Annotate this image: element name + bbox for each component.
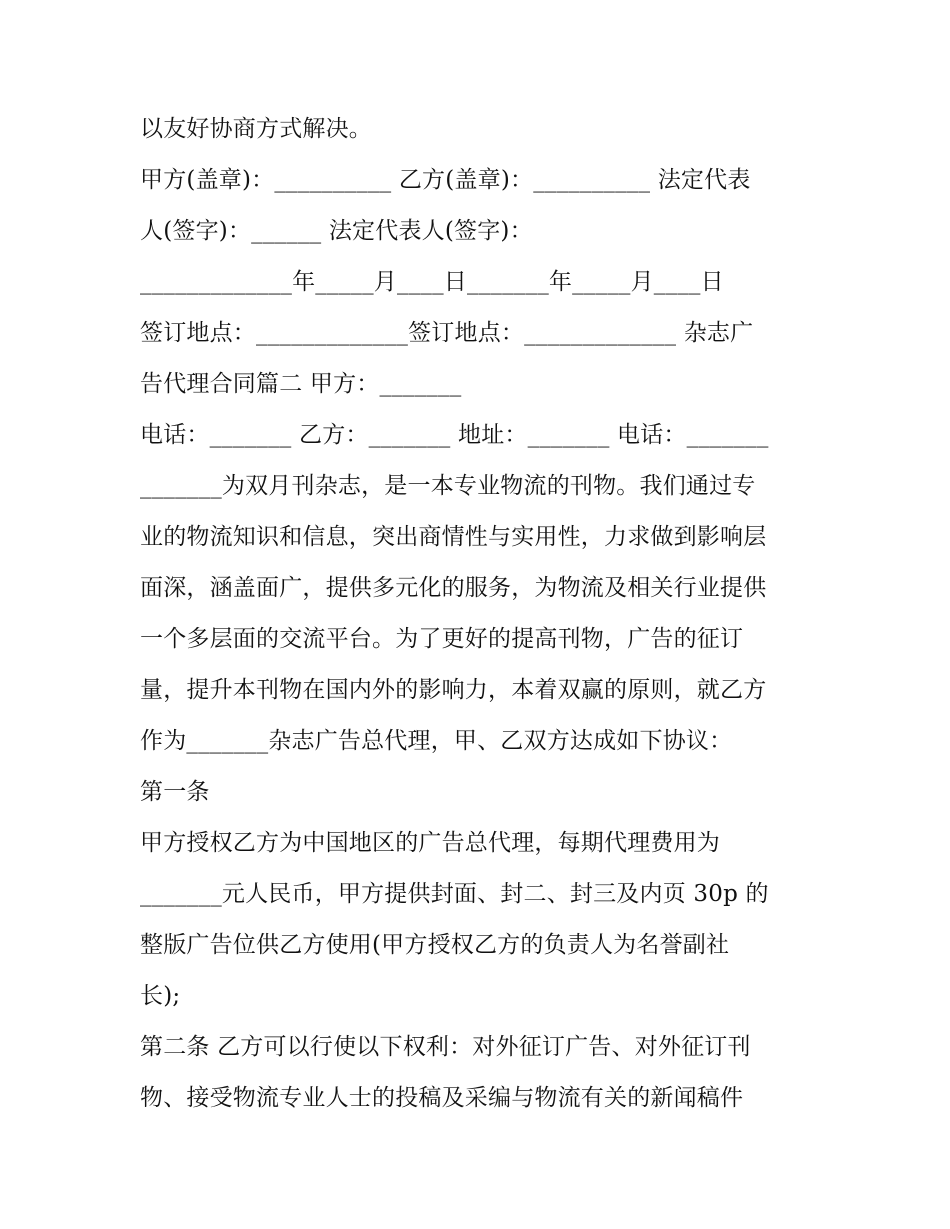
text-line: _______为双月刊杂志，是一本专业物流的刊物。我们通过专 bbox=[140, 473, 756, 499]
text-line: _____________年_____月____日_______年_____月____日 bbox=[140, 269, 724, 295]
text-line: 签订地点：_____________签订地点：_____________ 杂志广 bbox=[140, 320, 754, 346]
text-line: 物、接受物流专业人士的投稿及采编与物流有关的新闻稿件 bbox=[140, 1085, 744, 1111]
text-line: 面深，涵盖面广，提供多元化的服务，为物流及相关行业提供 bbox=[140, 575, 767, 601]
text-line: 一个多层面的交流平台。为了更好的提高刊物，广告的征订 bbox=[140, 626, 744, 652]
text-line: 甲方授权乙方为中国地区的广告总代理，每期代理费用为 bbox=[140, 830, 720, 856]
text-line: 作为_______杂志广告总代理，甲、乙双方达成如下协议： bbox=[140, 728, 733, 754]
text-line: 业的物流知识和信息，突出商情性与实用性，力求做到影响层 bbox=[140, 524, 767, 550]
text-line: 长); bbox=[140, 983, 181, 1009]
article-heading: 第一条 bbox=[140, 779, 210, 805]
text-line: 第二条 乙方可以行使以下权利：对外征订广告、对外征订刊 bbox=[140, 1034, 751, 1060]
text-line: 电话：_______ 乙方：_______ 地址：_______ 电话：_______ bbox=[140, 422, 769, 448]
text-line: 量，提升本刊物在国内外的影响力，本着双赢的原则，就乙方 bbox=[140, 677, 767, 703]
text-line: 告代理合同篇二 甲方：_______ bbox=[140, 371, 462, 397]
text-line: 甲方(盖章)：__________ 乙方(盖章)：__________ 法定代表 bbox=[140, 167, 751, 193]
text-line: _______元人民币，甲方提供封面、封二、封三及内页 30p 的 bbox=[140, 881, 769, 907]
text-line: 以友好协商方式解决。 bbox=[140, 116, 372, 142]
text-line: 整版广告位供乙方使用(甲方授权乙方的负责人为名誉副社 bbox=[140, 932, 730, 958]
document-body bbox=[140, 104, 830, 1124]
text-line: 人(签字)：______ 法定代表人(签字)： bbox=[140, 218, 533, 244]
